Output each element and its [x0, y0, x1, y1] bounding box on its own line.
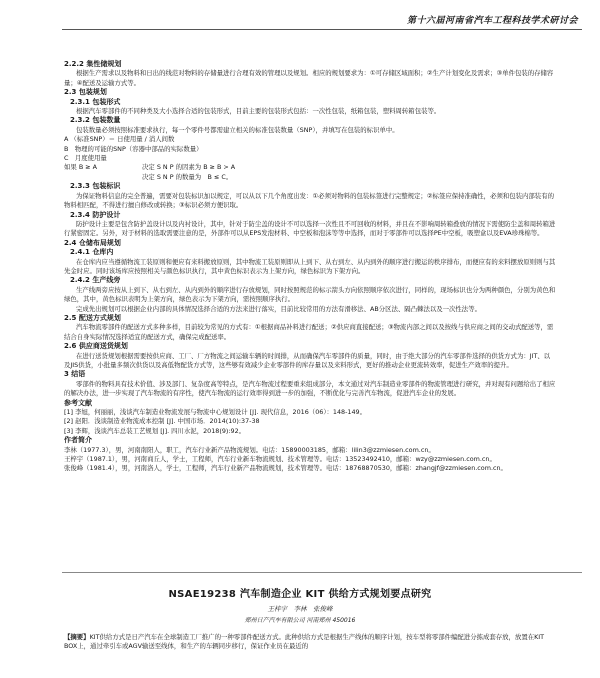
reference-entry: [3] 李辉，浅谈汽车总装工艺规划 [J]. 四川水泥，2018(9):92。: [64, 426, 246, 435]
paragraph: 零部件的物料具有技术价值、涉及部门、复杂度高等特点，是汽车物流过程要重来组成部分，本文通过对汽车制造业零部件的物流管理进行研究，并对现有问题给出了相应的解决办法，进一步实现了汽车物流的有序性，使汽车物流的运行效率得到进一步的加强，不断优化与完善汽车物流，促进汽车企业的发展。: [64, 379, 556, 398]
abstract-label: 【摘要】: [64, 633, 90, 641]
formula-condition: 如果 B ≥ A: [64, 163, 97, 172]
article-authors: 王梓宇 李林 张俊峰: [267, 605, 333, 613]
paragraph: 根据生产需求以及物料和日出的线范对物料的存储量进行合理有效的管理以及规划。相应的规划要求为：①可存储区域面积；②生产计划变化及需求；③单件包装的存储容量；④配送及运输方式等。: [64, 69, 554, 87]
definition-item: A （标准SNP）＝ 日使用量 / 消人间数: [64, 135, 175, 144]
reference-entry: 张俊峰（1981.4），男，河南洛人，学士，工程师，汽车行业新产品物流规划，技术管理等。电话：18768870530，邮箱：zhangjf@zzmiesen.com.cn。: [64, 464, 507, 473]
paragraph: 为保证物料信息的完全普遍，需要对包装标识加以规定，可以从以下几个角度出发：①必须对物料的包装标签进行完整规定；②标签应保持准确性，必须和包装内部装有的物料相匹配，不得进行擅自修改或转换；③标识必须方便识取。: [64, 191, 554, 210]
definition-item: C 月度使用量: [64, 154, 107, 163]
header-rule: [62, 29, 582, 30]
section-heading: 参考文献: [64, 398, 92, 407]
running-header: 第十六届河南省汽车工程科技学术研讨会: [406, 16, 578, 26]
section-heading: 3 结语: [64, 370, 86, 379]
subsection-heading: 2.4.1 仓库内: [70, 248, 114, 257]
subsection-heading: 2.3.4 防护设计: [70, 210, 121, 219]
paragraph: 汽车物流零部件的配送方式多种多样，目前较为常见的方式有：①根据商品补料进行配送；②供应商直接配送；③物流内部之间以及按线与供应商之间的交动式配送等，需结合自身实际情况选择适宜的配送方式，确保完成配送率。: [64, 323, 554, 341]
section-heading: 2.3 包装规划: [64, 88, 107, 97]
subsection-heading: 2.3.2 包装数量: [70, 116, 121, 125]
paragraph: 在进行送货规划根据需要按供应商、工厂、厂方物流之间运输车辆的时间排，从而确保汽车零部件的质量，同时，由于绝大部分的汽车零部件选择的供货方式为：JIT、以及JIS供货，小批量多频次供货以及高低物配货方式等，这些够有效减少企业零部件的库存量以及来料形式，更好的推动企业更流转效率，促进生产效率的提升。: [64, 351, 551, 369]
section-heading: 2.5 配送方式规划: [64, 313, 121, 322]
title-divider: [62, 572, 582, 573]
subsection-heading: 2.3.1 包装形式: [70, 97, 121, 106]
subsection-heading: 2.3.3 包装标识: [70, 182, 121, 191]
reference-entry: [2] 赵阳．浅谈制造业物流成本控制 [J]. 中国市场．2014(10):37-38: [64, 417, 260, 426]
section-heading: 2.4 仓储布局规划: [64, 238, 121, 247]
article-affiliation: 郑州日产汽车有限公司 河南郑州 450016: [244, 617, 356, 624]
formula-result: 决定 S N P 的因素为 B ≥ B > A: [142, 163, 236, 172]
reference-entry: 王梓宇（1987.1），男，河南商丘人，学士，工程师，汽车行业新车物流规划、技术管理等。电话：13523492410，邮箱：wzy@zzmiesen.com.cn。: [64, 455, 496, 464]
reference-entry: 李林（1977.3），男，河南南阳人，职工，汽车行业新产品物流规划。电话：15890003185，邮箱：lilin3@zzmiesen.com.cn。: [64, 445, 435, 454]
formula-row: [64, 163, 556, 172]
formula-row: 决定 S N P 的数量为 B ≤ C。: [142, 172, 233, 181]
subsection-heading: 2.4.2 生产线旁: [70, 276, 121, 285]
section-heading: 2.6 供应商送货规划: [64, 342, 128, 351]
body-content: [64, 60, 556, 474]
paragraph: 在仓库内应当遵循物流工装原则和便应有来料搬放原则，其中物流工装原则即从上到下、从右到左、从内到外的顺序进行搬运的秩序排布，而便应有的来料摆放原则则与其先金时应。同时该场库应按照相关与颜色标识执行，其中黄色标识表示为上架方向，绿色标识为下架方向。: [64, 257, 556, 275]
article-title: NSAE19238 汽车制造企业 KIT 供给方式规划要点研究: [168, 589, 432, 600]
reference-entry: [1] 李旭，何丽丽，浅谈汽车制造业物流发展与物流中心规划设计 [J]. 现代信息，2016（06）：148-149。: [64, 408, 367, 417]
paragraph: 生产线两旁应按从上到下、从右到左、从内到外的顺序进行存放规划，同时按照规范的标示箭头方向依照顺序依次进行，同样的，现场标识也分为两种颜色，分别为黄色和绿色，其中，黄色标识表明为上架方向，绿色表示为下架方向，需按照顺序执行。: [64, 285, 556, 304]
section-heading: 2.2.2 集性储规划: [64, 60, 122, 68]
abstract-text: KIT供给方式是日产汽车在全球制造工厂推广的一种零部件配送方式。此种供给方式是根据生产线体的顺序计划，按车型将零部件编配进分拣成套存放，放置在KIT BOX上，通过牵引车或AGV输送至线体，和生产的车辆同步移行，保证作业员在最近的: [64, 633, 545, 651]
paragraph: 根据汽车零部件的不同种类及大小选择合适的包装形式，目前主要的包装形式包括：一次性包装，纸箱包装，塑料周转箱包装等。: [76, 107, 441, 116]
section-heading: 作者简介: [64, 436, 92, 445]
paragraph: 包装数量必须按照标准要求执行，每一个零件号都需建立相关的标准包装数量（SNP），并填写在包装的标识单中。: [76, 125, 399, 134]
paragraph: 防护设计主要是包含防护盖设计以及内衬设计，其中，针对于防尘盖的设计不可以选择一次性且不可回收的材料，并且在不影响周转箱叠放的情况下需使防尘盖和周转箱进行紧密固定。另外，对于材料的选取需要注意的是，外部件可以从EPS发泡材料、中空板和泡沫等等中选择，而对于零部件可以选择PE中空板，吸塑盒以及EVA珍珠棉等。: [64, 219, 556, 238]
abstract: [64, 633, 556, 652]
definition-item: B 物理的可能的SNP（容器中部品的实际数量）: [64, 144, 203, 153]
paragraph: 完成先出规划可以根据企业内部的具体情况选择合适的方法来进行落实，目前比较常用的方法有滑移法、AB分区法、隔凸棘法以及一次性法等。: [76, 304, 481, 313]
